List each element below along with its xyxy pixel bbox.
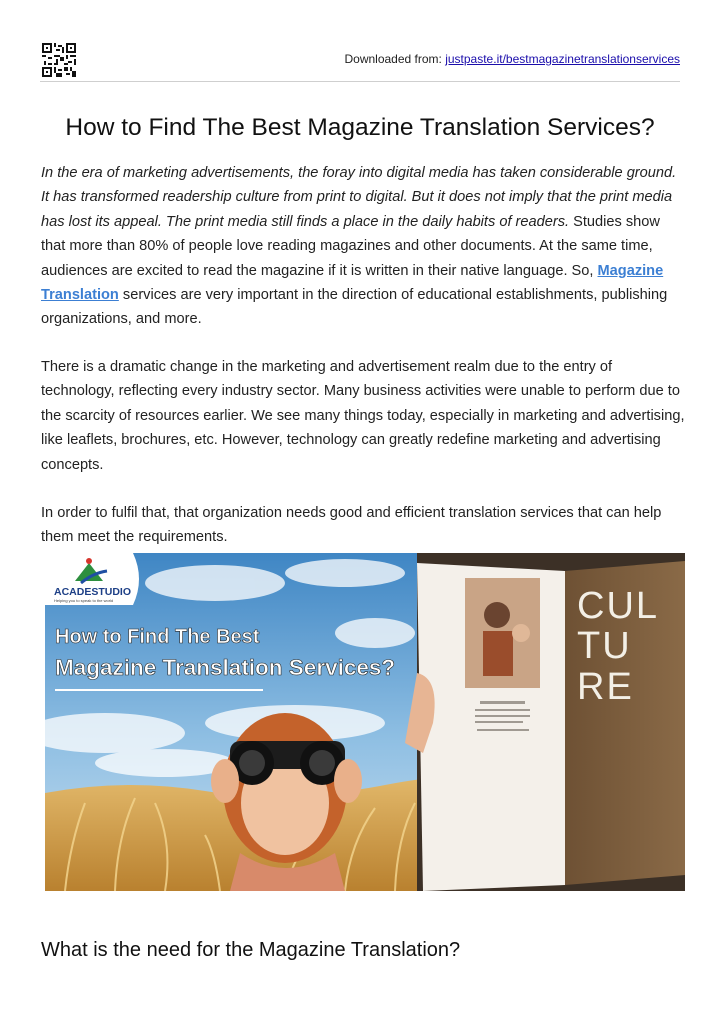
magazine-word-line3: RE: [577, 666, 634, 708]
section-heading: What is the need for the Magazine Translation?: [41, 939, 461, 961]
page-title: How to Find The Best Magazine Translation Services?: [65, 114, 655, 141]
magazine-translation-link[interactable]: Magazine Translation: [41, 262, 664, 304]
brand-tagline: Helping you to speak to the world: [54, 598, 114, 603]
intro-text-a: Studies show that more than 80% of people love reading magazines and other documents. At the same time, audiences are excited to read the magazine if it is written in their native language. So,: [41, 213, 660, 279]
intro-text-b: services are very important in the direction of educational establishments, publishing organizations, and more.: [41, 287, 668, 328]
intro-paragraph: [41, 161, 686, 332]
brand-name: ACADESTUDIO: [54, 586, 132, 598]
source-link[interactable]: justpaste.it/bestmagazinetranslationservices: [445, 52, 680, 66]
magazine-word-line1: CUL: [577, 585, 660, 627]
header-divider: [40, 81, 680, 82]
downloaded-from-label: Downloaded from:: [344, 52, 446, 66]
banner-underline: [55, 689, 263, 691]
download-source-line: [344, 52, 680, 66]
magazine-word-line2: TU: [577, 625, 632, 667]
article-banner-image: [45, 553, 685, 891]
technology-paragraph: There is a dramatic change in the marketing and advertisement realm due to the entry of technology, reflecting every industry sector. Many business activities were unable to perform due to the scarcity of resources earlier. We see many things today, especially in marketing and advertising, like leaflets, brochures, etc. However, technology can greatly redefine marketing and advertising concepts.: [41, 359, 685, 473]
intro-italic-text: In the era of marketing advertisements, the foray into digital media has taken considerable ground. It has transformed readership culture from print to digital. But it does not imply that the print media has lost its appeal. The print media still finds a place in the daily habits of readers.: [41, 165, 677, 230]
qr-code-icon: [42, 43, 76, 77]
banner-headline-line1: How to Find The Best: [55, 626, 260, 648]
requirements-paragraph: In order to fulfil that, that organization needs good and efficient translation services that can help them meet the requirements.: [41, 505, 662, 546]
banner-headline-line2: Magazine Translation Services?: [55, 655, 396, 680]
